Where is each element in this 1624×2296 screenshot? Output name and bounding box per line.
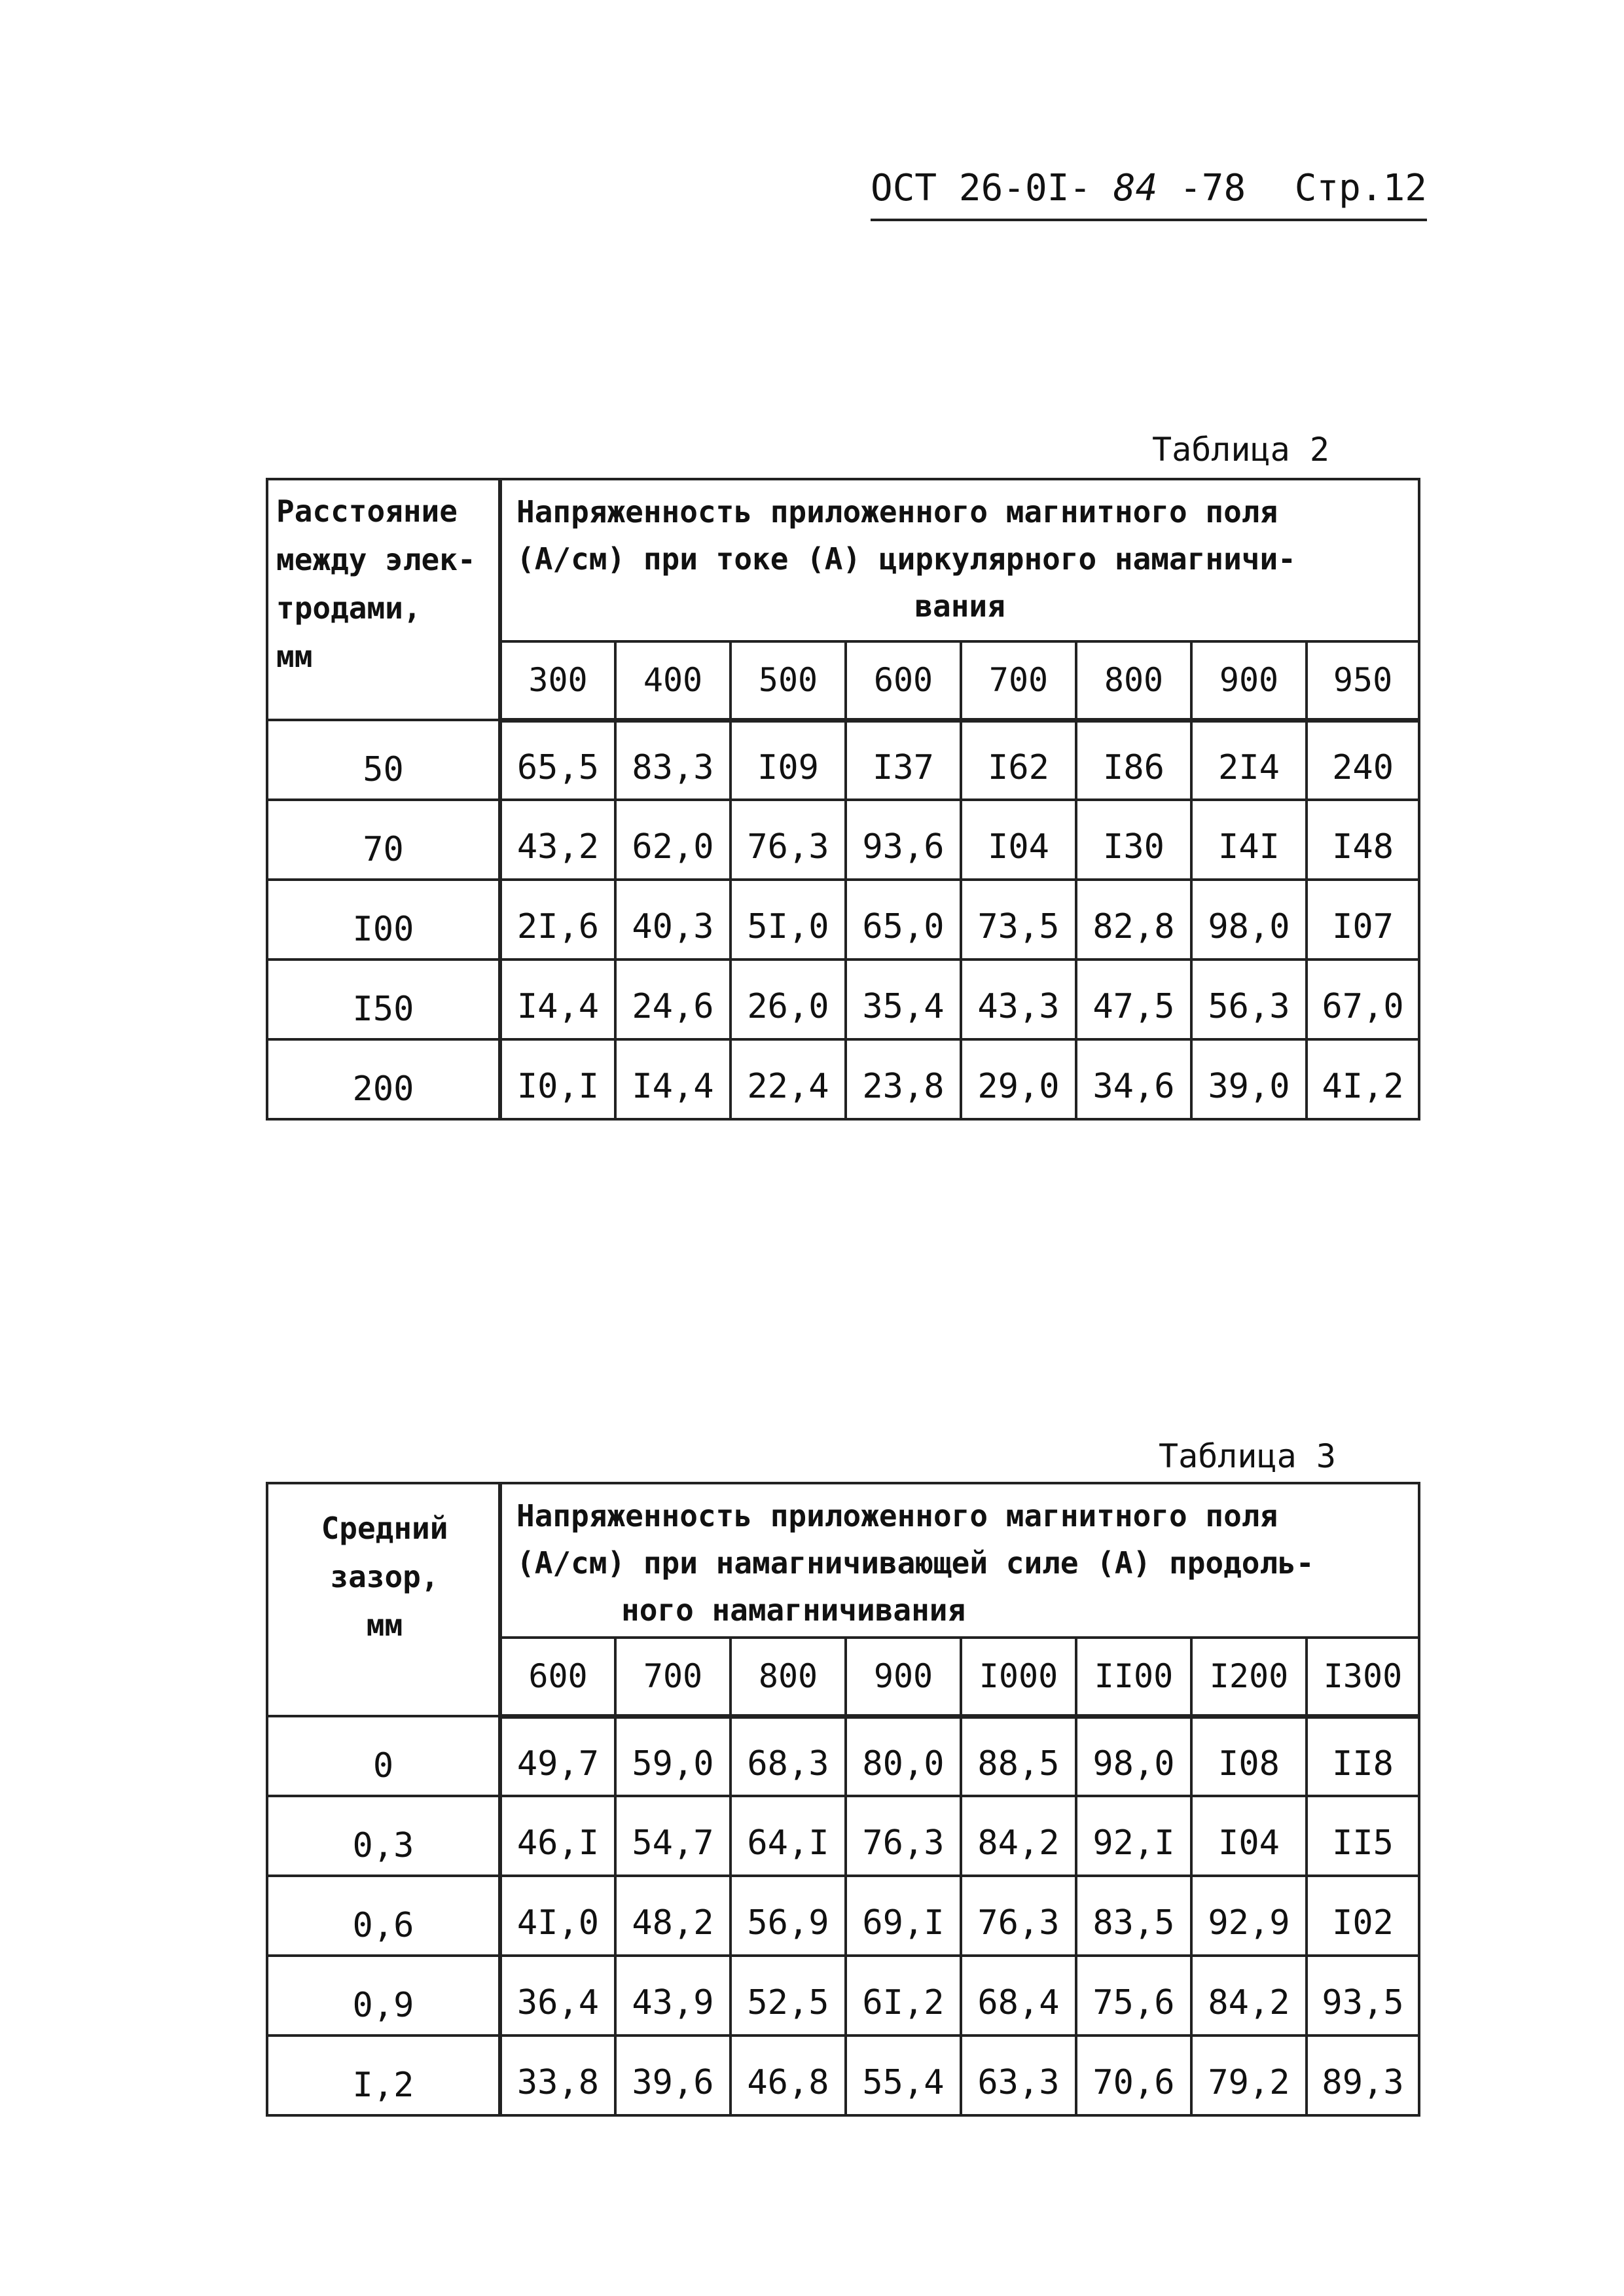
table3-column-header: II00	[1076, 1638, 1191, 1716]
table2-column-header: 500	[731, 641, 846, 720]
table3-cell: 79,2	[1191, 2036, 1307, 2115]
table3-cell: 93,5	[1307, 1956, 1419, 2036]
table2-column-header: 950	[1307, 641, 1419, 720]
table-row	[267, 1039, 1419, 1119]
table3-row-label: I,2	[267, 2036, 500, 2115]
table2-cell: 76,3	[731, 800, 846, 880]
table2-cell: 40,3	[615, 880, 731, 960]
table2-group-header	[500, 479, 1419, 641]
table3-cell: 46,8	[731, 2036, 846, 2115]
table3-row-label: 0,3	[267, 1796, 500, 1876]
table2-cell: 65,0	[846, 880, 961, 960]
table2-cell: 43,3	[961, 960, 1076, 1039]
table2-cell: 5I,0	[731, 880, 846, 960]
table3-cell: 68,3	[731, 1716, 846, 1796]
table3-cell: 84,2	[961, 1796, 1076, 1876]
table2-cell: 98,0	[1191, 880, 1307, 960]
table2-cell: 62,0	[615, 800, 731, 880]
table3-cell: 39,6	[615, 2036, 731, 2115]
table2-cell: I62	[961, 720, 1076, 800]
table2-cell: 47,5	[1076, 960, 1191, 1039]
table3-cell: I08	[1191, 1716, 1307, 1796]
table3-cell: 83,5	[1076, 1876, 1191, 1956]
table2-cell: 67,0	[1307, 960, 1419, 1039]
table3-cell: 76,3	[961, 1876, 1076, 1956]
table3-cell: 43,9	[615, 1956, 731, 2036]
table2-cell: 43,2	[500, 800, 615, 880]
table2-cell: 240	[1307, 720, 1419, 800]
table3-group-header-line1: Напряженность приложенного магнитного поля	[516, 1498, 1278, 1534]
table2-cell: 2I,6	[500, 880, 615, 960]
table-row	[267, 2036, 1419, 2115]
table2-cell: 29,0	[961, 1039, 1076, 1119]
table2	[266, 478, 1420, 1121]
table2-cell: I30	[1076, 800, 1191, 880]
table3-cell: I02	[1307, 1876, 1419, 1956]
table2-group-header-line3: вания	[914, 588, 1005, 624]
table2-cell: 65,5	[500, 720, 615, 800]
table2-cell: 26,0	[731, 960, 846, 1039]
document-code-suffix: -78	[1180, 167, 1246, 209]
table2-cell: 4I,2	[1307, 1039, 1419, 1119]
table3-cell: 54,7	[615, 1796, 731, 1876]
table-row	[267, 880, 1419, 960]
table3-cell: 33,8	[500, 2036, 615, 2115]
document-code-number: 84	[1113, 167, 1158, 209]
table-row	[267, 1716, 1419, 1796]
table2-cell: 23,8	[846, 1039, 961, 1119]
table-row	[267, 1876, 1419, 1956]
table3-column-header: 600	[500, 1638, 615, 1716]
table3-group-header	[500, 1483, 1419, 1638]
table-row	[267, 960, 1419, 1039]
table-row	[267, 1796, 1419, 1876]
table3-cell: 68,4	[961, 1956, 1076, 2036]
table3-cell: 59,0	[615, 1716, 731, 1796]
table-row	[267, 720, 1419, 800]
table2-cell: 93,6	[846, 800, 961, 880]
table3-cell: 92,I	[1076, 1796, 1191, 1876]
table2-cell: 73,5	[961, 880, 1076, 960]
table2-cell: I07	[1307, 880, 1419, 960]
table2-cell: 35,4	[846, 960, 961, 1039]
table3-column-header: I200	[1191, 1638, 1307, 1716]
table2-row-label: 70	[267, 800, 500, 880]
table2-cell: I4I	[1191, 800, 1307, 880]
table2-row-label: I50	[267, 960, 500, 1039]
table3-row-label: 0,9	[267, 1956, 500, 2036]
table2-column-header: 600	[846, 641, 961, 720]
table3-row-label: 0	[267, 1716, 500, 1796]
table2-row-header: Расстояние между элек- тродами, мм	[267, 479, 500, 720]
table2-cell: I09	[731, 720, 846, 800]
table3-cell: 36,4	[500, 1956, 615, 2036]
table2-cell: I37	[846, 720, 961, 800]
table2-column-header: 900	[1191, 641, 1307, 720]
table2-cell: I48	[1307, 800, 1419, 880]
table2-column-header: 800	[1076, 641, 1191, 720]
table3-cell: 63,3	[961, 2036, 1076, 2115]
table2-column-header: 300	[500, 641, 615, 720]
table3-row-header: Средний зазор, мм	[267, 1483, 500, 1716]
table2-cell: I04	[961, 800, 1076, 880]
document-header	[871, 167, 1427, 221]
table3-cell: 64,I	[731, 1796, 846, 1876]
table2-cell: 22,4	[731, 1039, 846, 1119]
page-number: Стр.12	[1294, 167, 1427, 209]
table3-cell: 76,3	[846, 1796, 961, 1876]
document-code	[871, 167, 1246, 209]
table2-caption: Таблица 2	[1152, 431, 1329, 469]
table-row	[267, 800, 1419, 880]
table2-column-header: 700	[961, 641, 1076, 720]
table3-cell: 46,I	[500, 1796, 615, 1876]
table3-cell: 70,6	[1076, 2036, 1191, 2115]
table2-group-header-line1: Напряженность приложенного магнитного поля	[516, 494, 1278, 529]
table3-cell: 6I,2	[846, 1956, 961, 2036]
table3-column-header: 700	[615, 1638, 731, 1716]
table3-column-header: 900	[846, 1638, 961, 1716]
table2-cell: 56,3	[1191, 960, 1307, 1039]
table3-cell: 89,3	[1307, 2036, 1419, 2115]
table2-row-label: 50	[267, 720, 500, 800]
table3-cell: II5	[1307, 1796, 1419, 1876]
table3-cell: 4I,0	[500, 1876, 615, 1956]
table2-cell: I4,4	[500, 960, 615, 1039]
table3-cell: 48,2	[615, 1876, 731, 1956]
table3-column-header: I000	[961, 1638, 1076, 1716]
table3-cell: 84,2	[1191, 1956, 1307, 2036]
table3-cell: 69,I	[846, 1876, 961, 1956]
document-code-prefix: ОСТ 26-0I-	[871, 167, 1092, 209]
table3-cell: II8	[1307, 1716, 1419, 1796]
table2-group-header-line2: (А/см) при токе (А) циркулярного намагничи-	[516, 541, 1296, 577]
table2-cell: 2I4	[1191, 720, 1307, 800]
table3-group-header-line3: ного намагничивания	[621, 1592, 966, 1628]
table3-cell: I04	[1191, 1796, 1307, 1876]
table2-row-label: 200	[267, 1039, 500, 1119]
table3-cell: 52,5	[731, 1956, 846, 2036]
table2-cell: 24,6	[615, 960, 731, 1039]
table3-column-header: 800	[731, 1638, 846, 1716]
table2-cell: 82,8	[1076, 880, 1191, 960]
table3-cell: 55,4	[846, 2036, 961, 2115]
table3-cell: 88,5	[961, 1716, 1076, 1796]
table2-column-header: 400	[615, 641, 731, 720]
table3-cell: 56,9	[731, 1876, 846, 1956]
table3-row-label: 0,6	[267, 1876, 500, 1956]
table3-cell: 92,9	[1191, 1876, 1307, 1956]
table2-row-label: I00	[267, 880, 500, 960]
table3-cell: 98,0	[1076, 1716, 1191, 1796]
table2-cell: I86	[1076, 720, 1191, 800]
table3-group-header-line2: (А/см) при намагничивающей силе (А) продоль-	[516, 1545, 1314, 1581]
table2-cell: 83,3	[615, 720, 731, 800]
table2-cell: 39,0	[1191, 1039, 1307, 1119]
table2-cell: I0,I	[500, 1039, 615, 1119]
table3-caption: Таблица 3	[1159, 1437, 1336, 1475]
table3-cell: 75,6	[1076, 1956, 1191, 2036]
table3-cell: 80,0	[846, 1716, 961, 1796]
table3	[266, 1482, 1420, 2117]
table-row	[267, 1956, 1419, 2036]
table3-cell: 49,7	[500, 1716, 615, 1796]
table3-column-header: I300	[1307, 1638, 1419, 1716]
table2-cell: 34,6	[1076, 1039, 1191, 1119]
table2-cell: I4,4	[615, 1039, 731, 1119]
